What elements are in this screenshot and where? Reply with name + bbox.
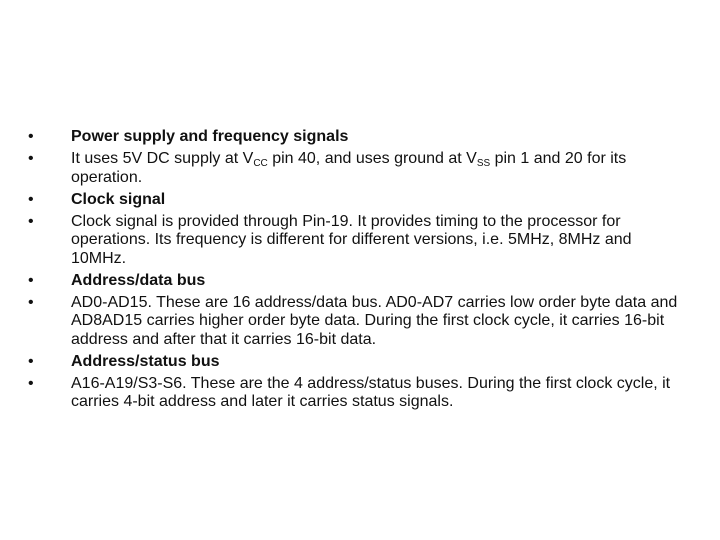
bullet-text: A16-A19/S3-S6. These are the 4 address/status buses. During the first clock cycle, it carries 4-bit address and later it carries status signals.	[71, 374, 671, 411]
bullet-dot: •	[28, 293, 34, 311]
bullet-dot: •	[28, 374, 34, 392]
bullet-text: Address/data bus	[71, 271, 206, 289]
bullet-item-clock-detail	[28, 213, 688, 269]
bullet-text: Clock signal is provided through Pin-19. It provides timing to the processor for operations. Its frequency is different for different versions, i.e. 5MHz, 8MHz and 10MHz.	[71, 212, 632, 267]
bullet-text: Clock signal	[71, 190, 166, 208]
bullet-text: Address/status bus	[71, 352, 220, 370]
bullet-dot: •	[28, 128, 34, 145]
bullet-list	[28, 128, 688, 415]
text-part: It uses 5V DC supply at V	[71, 149, 254, 167]
bullet-item-power-heading	[28, 128, 688, 147]
bullet-dot: •	[28, 352, 34, 370]
bullet-item-address-data-heading	[28, 272, 688, 291]
bullet-item-address-status-heading	[28, 353, 688, 372]
text-part: pin 40, and uses ground at V	[267, 149, 477, 167]
bullet-text	[71, 150, 626, 186]
text-part: pin 1 and 20 for its operation.	[71, 149, 627, 186]
subscript-vss: SS	[476, 157, 491, 169]
bullet-item-clock-heading	[28, 191, 688, 210]
bullet-item-address-data-detail	[28, 294, 688, 350]
bullet-item-power-detail	[28, 150, 688, 187]
bullet-dot: •	[28, 149, 34, 167]
bullet-text: AD0-AD15. These are 16 address/data bus. AD0-AD7 carries low order byte data and AD8AD15 carries higher order byte data. During the first clock cycle, it carries 16-bit address and after that it carries 16-bit data.	[71, 293, 678, 348]
bullet-dot: •	[28, 271, 34, 289]
bullet-text: Power supply and frequency signals	[71, 128, 349, 145]
subscript-vcc: CC	[253, 157, 268, 169]
bullet-dot: •	[28, 190, 34, 208]
bullet-item-address-status-detail	[28, 375, 688, 412]
bullet-dot: •	[28, 212, 34, 230]
